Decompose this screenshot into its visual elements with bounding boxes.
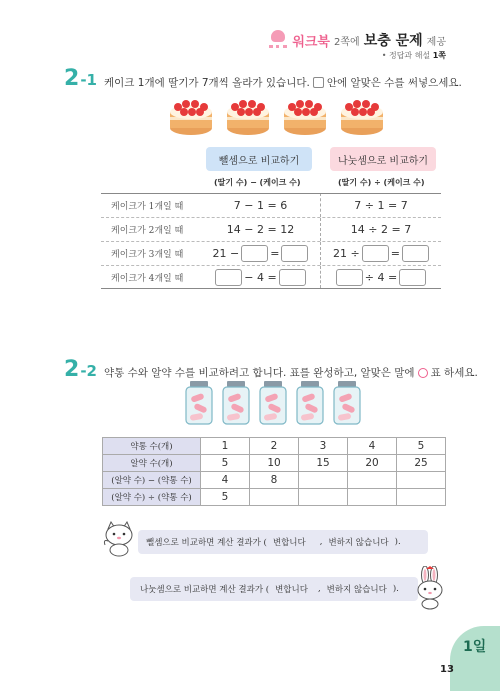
answer-cell[interactable] xyxy=(299,489,348,506)
subtraction-formula: (딸기 수) − (케이크 수) xyxy=(214,178,301,187)
page-number: 13 xyxy=(440,664,454,675)
table-row: 케이크가 1개일 때 7 − 1 = 6 7 ÷ 1 = 7 xyxy=(101,193,441,217)
answer-cell[interactable] xyxy=(299,472,348,489)
answer-cell[interactable] xyxy=(348,489,397,506)
subtraction-header: 뺄셈으로 비교하기 xyxy=(206,147,312,171)
table-row: (알약 수) ÷ (약통 수) 5 xyxy=(103,489,446,506)
answer-ref: • 정답과 해설 1쪽 xyxy=(381,51,446,60)
division-formula: (딸기 수) ÷ (케이크 수) xyxy=(338,178,425,187)
speech-bubble-subtraction: 뺄셈으로 비교하면 계산 결과가 ( 변합니다 , 변하지 않습니다 ). xyxy=(138,530,428,554)
problem1-instruction: 케이크 1개에 딸기가 7개씩 올라가 있습니다. 안에 알맞은 수를 써넣으세요. xyxy=(104,77,462,89)
table-row: 케이크가 2개일 때 14 − 2 = 12 14 ÷ 2 = 7 xyxy=(101,217,441,241)
problem-number-1: 2 -1 xyxy=(64,66,97,91)
pill-bottle-icon xyxy=(333,381,361,425)
answer-box[interactable] xyxy=(336,269,363,286)
page-ref: 2쪽에 xyxy=(334,36,360,48)
answer-box[interactable] xyxy=(279,269,306,286)
answer-box[interactable] xyxy=(215,269,242,286)
answer-box[interactable] xyxy=(399,269,426,286)
header-suffix: 제공 xyxy=(426,36,446,48)
table-row: 케이크가 4개일 때 − 4 = ÷ 4 = xyxy=(101,265,441,289)
octopus-icon xyxy=(268,30,288,50)
table-row: (알약 수) − (약통 수) 4 8 xyxy=(103,472,446,489)
answer-cell[interactable] xyxy=(397,489,446,506)
pill-table xyxy=(102,437,446,506)
option-no-change[interactable]: 변하지 않습니다 xyxy=(326,585,387,595)
cake-illustration xyxy=(168,92,385,136)
problem-number-2: 2 -2 xyxy=(64,357,97,382)
comparison-table-header xyxy=(101,147,441,193)
rabbit-character-icon xyxy=(414,566,446,610)
comparison-table xyxy=(101,147,441,289)
speech-bubble-division: 나눗셈으로 비교하면 계산 결과가 ( 변합니다 , 변하지 않습니다 ). xyxy=(130,577,418,601)
pill-bottle-icon xyxy=(222,381,250,425)
pill-bottle-icon xyxy=(185,381,213,425)
answer-box[interactable] xyxy=(402,245,429,262)
option-changes[interactable]: 변합니다 xyxy=(272,538,306,548)
header xyxy=(268,30,446,50)
pill-bottle-icon xyxy=(259,381,287,425)
blank-square-icon xyxy=(313,77,324,88)
cake-icon xyxy=(282,92,328,136)
day-label: 1일 xyxy=(463,639,487,655)
pill-bottle-illustration xyxy=(185,381,361,425)
division-header: 나눗셈으로 비교하기 xyxy=(330,147,436,171)
answer-cell[interactable] xyxy=(250,489,299,506)
option-no-change[interactable]: 변하지 않습니다 xyxy=(328,538,389,548)
table-row: 알약 수(개) 5 10 15 20 25 xyxy=(103,455,446,472)
answer-cell[interactable] xyxy=(348,472,397,489)
table-row: 케이크가 3개일 때 21 − = 21 ÷ = xyxy=(101,241,441,265)
cake-icon xyxy=(225,92,271,136)
answer-box[interactable] xyxy=(241,245,268,262)
header-title: 보충 문제 xyxy=(363,33,423,49)
answer-cell[interactable] xyxy=(397,472,446,489)
brand: 워크북 xyxy=(292,34,330,50)
table-row: 약통 수(개) 1 2 3 4 5 xyxy=(103,438,446,455)
answer-box[interactable] xyxy=(281,245,308,262)
cake-icon xyxy=(168,92,214,136)
cake-icon xyxy=(339,92,385,136)
option-changes[interactable]: 변합니다 xyxy=(275,585,308,595)
cat-character-icon xyxy=(102,521,136,557)
pill-bottle-icon xyxy=(296,381,324,425)
problem2-instruction: 약통 수와 알약 수를 비교하려고 합니다. 표를 완성하고, 알맞은 말에 표 하세요. xyxy=(104,367,478,379)
circle-mark-icon xyxy=(418,368,428,378)
answer-box[interactable] xyxy=(362,245,389,262)
